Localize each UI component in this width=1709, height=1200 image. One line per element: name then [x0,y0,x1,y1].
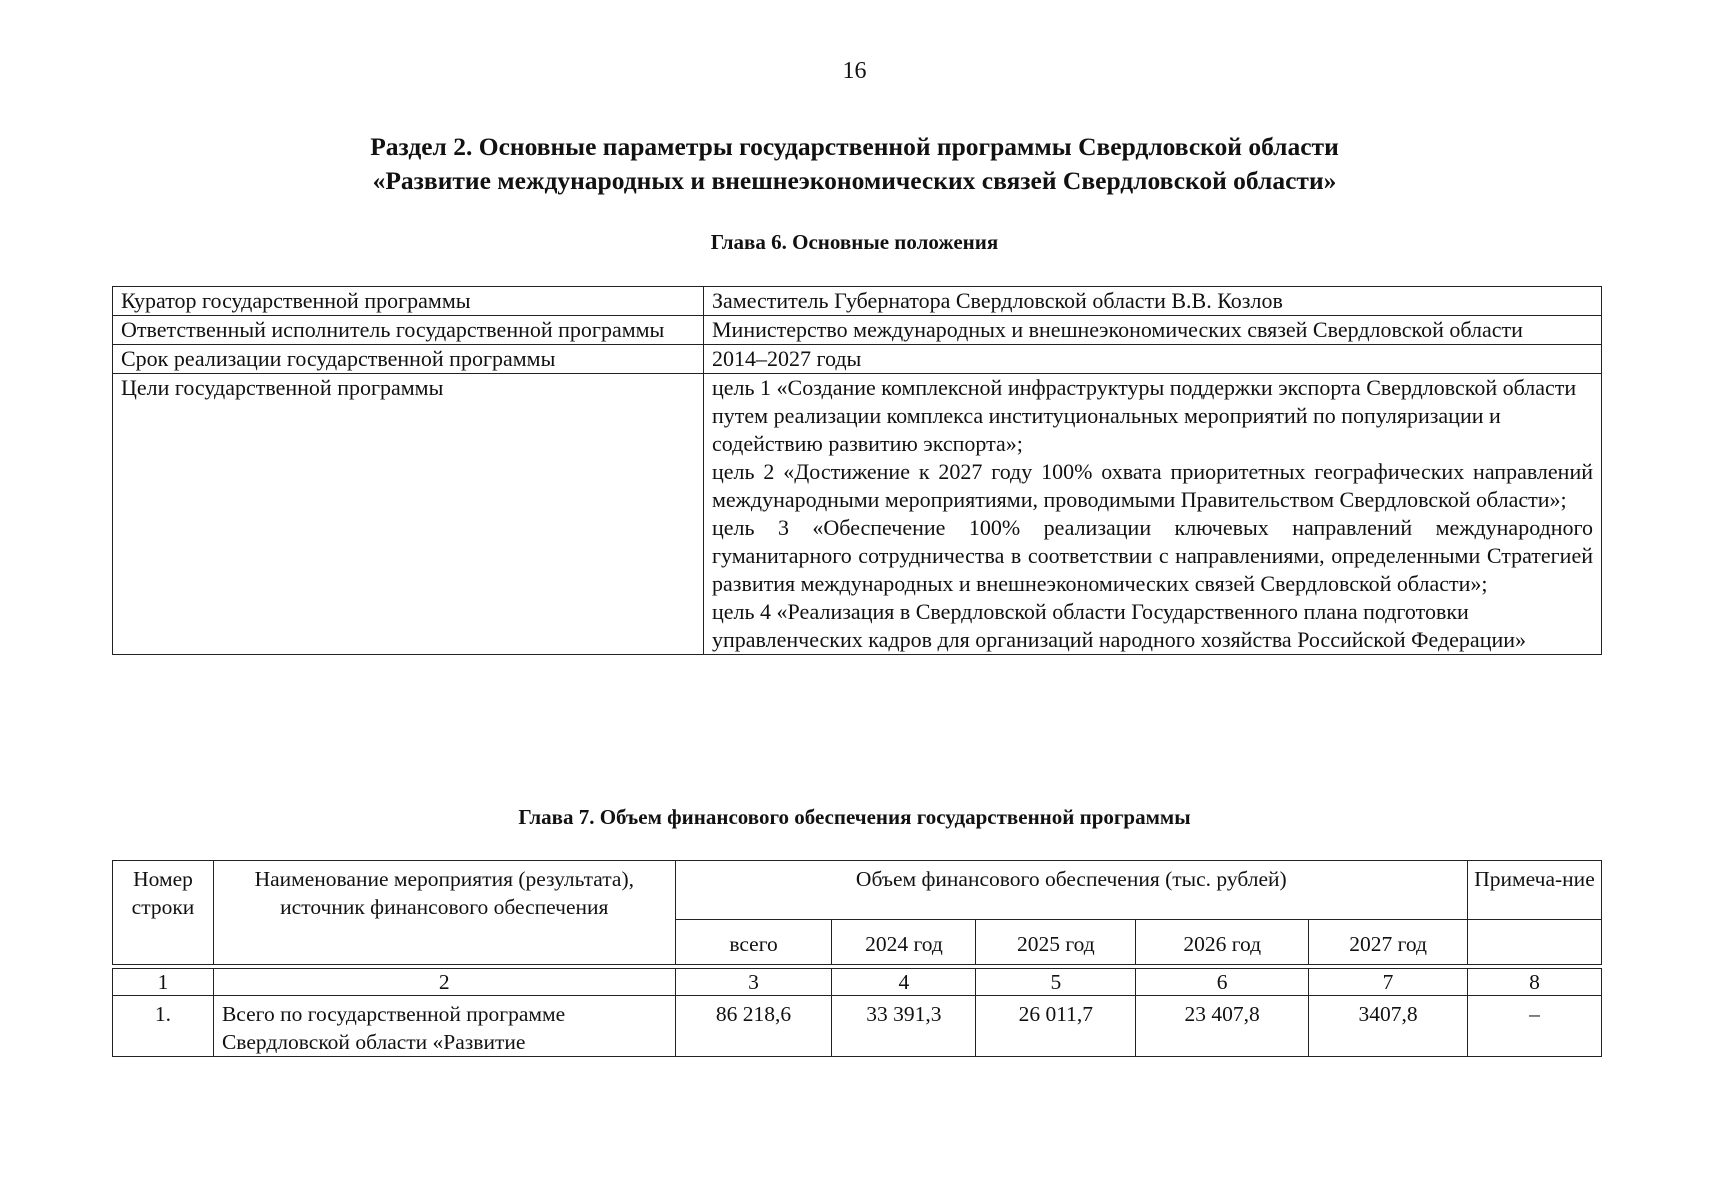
financing-table [112,860,1602,1057]
column-number: 2 [213,969,675,996]
param-value: Заместитель Губернатора Свердловской области В.В. Козлов [704,287,1602,316]
column-number: 6 [1136,969,1309,996]
header-name: Наименование мероприятия (результата), источник финансового обеспечения [213,861,675,965]
column-number: 4 [832,969,976,996]
header-2027: 2027 год [1309,920,1468,965]
header-2024: 2024 год [832,920,976,965]
row-note: – [1468,996,1602,1057]
table-row [113,345,1602,374]
param-label: Куратор государственной программы [113,287,704,316]
section-title-line2: «Развитие международных и внешнеэкономических связей Свердловской области» [372,166,1337,195]
param-label: Цели государственной программы [113,374,704,655]
goal-1: цель 1 «Создание комплексной инфраструктуры поддержки экспорта Свердловской области путем реализации комплекса институциональных мероприятий по популяризации и содействию развитию экспорта»; [712,375,1577,456]
header-total: всего [675,920,832,965]
column-number: 1 [113,969,214,996]
goal-2: цель 2 «Достижение к 2027 году 100% охвата приоритетных географических направлений международными мероприятиями, проводимыми Правительством Свердловской области»; [712,459,1593,512]
header-note-empty [1468,920,1602,965]
goal-3: цель 3 «Обеспечение 100% реализации ключевых направлений международного гуманитарного сотрудничества в соответствии с направлениями, определенными Стратегией развития международных и внешнеэкономических связей Свердловской области»; [712,515,1593,596]
header-note: Примеча-ние [1468,861,1602,920]
column-number: 7 [1309,969,1468,996]
column-number: 5 [976,969,1136,996]
section-title-line1: Раздел 2. Основные параметры государственной программы Свердловской области [370,132,1339,161]
table-row [113,996,1602,1057]
table-row [113,374,1602,655]
table-row [113,287,1602,316]
column-numbers-row [113,969,1602,996]
param-value: Министерство международных и внешнеэкономических связей Свердловской области [704,316,1602,345]
row-number: 1. [113,996,214,1057]
row-2027: 3407,8 [1309,996,1468,1057]
table-row [113,316,1602,345]
header-row-number: Номер строки [113,861,214,965]
row-2026: 23 407,8 [1136,996,1309,1057]
column-number: 8 [1468,969,1602,996]
param-goals [704,374,1602,655]
param-value: 2014–2027 годы [704,345,1602,374]
page-number: 16 [842,58,867,84]
goal-4: цель 4 «Реализация в Свердловской области Государственного плана подготовки управленческих кадров для организаций народного хозяйства Российской Федерации» [712,599,1527,652]
param-label: Срок реализации государственной программы [113,345,704,374]
header-2026: 2026 год [1136,920,1309,965]
header-2025: 2025 год [976,920,1136,965]
header-volume: Объем финансового обеспечения (тыс. рублей) [675,861,1467,920]
chapter6-title: Глава 6. Основные положения [710,230,999,254]
row-2024: 33 391,3 [832,996,976,1057]
main-parameters-table [112,286,1602,655]
chapter7-title: Глава 7. Объем финансового обеспечения государственной программы [518,805,1191,829]
row-name: Всего по государственной программе Свердловской области «Развитие [213,996,675,1057]
section-title [0,130,1709,198]
row-total: 86 218,6 [675,996,832,1057]
table-header-row [113,861,1602,920]
column-number: 3 [675,969,832,996]
row-2025: 26 011,7 [976,996,1136,1057]
param-label: Ответственный исполнитель государственной программы [113,316,704,345]
